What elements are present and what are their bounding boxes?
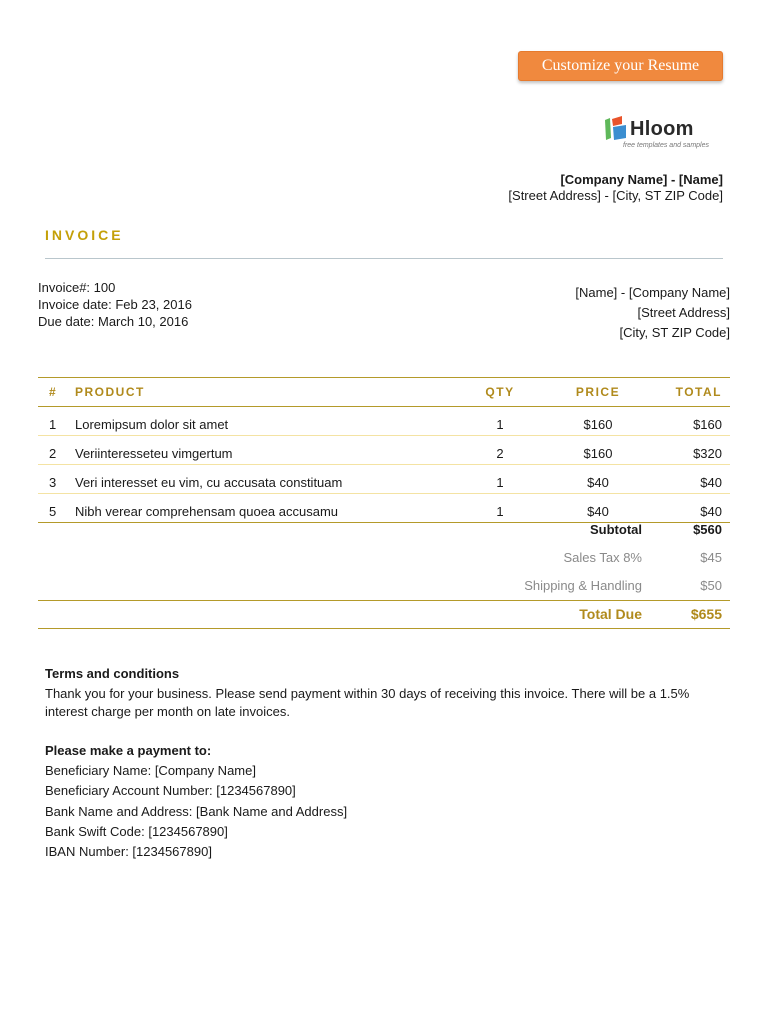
table-header	[38, 377, 730, 407]
row-qty: 1	[496, 504, 504, 519]
payment-details	[45, 761, 347, 862]
header-price: PRICE	[575, 385, 621, 399]
bank-swift-code: Bank Swift Code: [1234567890]	[45, 823, 228, 839]
row-product: Nibh verear comprehensam quoea accusamu	[75, 504, 339, 519]
hloom-logo-icon	[604, 116, 628, 142]
header-total: TOTAL	[675, 385, 722, 399]
invoice-heading: INVOICE	[45, 227, 124, 243]
iban-number: IBAN Number: [1234567890]	[45, 844, 212, 860]
bill-to	[575, 283, 730, 343]
invoice-meta	[38, 279, 192, 330]
header-product: PRODUCT	[75, 385, 145, 399]
row-price: $160	[583, 446, 613, 461]
row-qty: 1	[496, 417, 504, 432]
subtotal-value: $560	[693, 522, 722, 537]
hloom-logo[interactable]	[604, 114, 724, 154]
row-qty: 2	[496, 446, 504, 461]
row-price: $40	[587, 475, 609, 490]
table-row	[38, 407, 730, 436]
total-due-row	[38, 600, 730, 628]
row-num: 5	[49, 504, 57, 519]
sender-company-name: [Company Name] - [Name]	[560, 172, 723, 187]
shipping-row	[38, 572, 730, 600]
terms-text: Thank you for your business. Please send payment within 30 days of receiving this invoice. There will be a 1.5% interest charge per month on late invoices.	[45, 686, 690, 719]
row-num: 1	[49, 417, 57, 432]
tax-label: Sales Tax 8%	[563, 550, 642, 565]
shipping-value: $50	[700, 578, 722, 593]
row-num: 3	[49, 475, 57, 490]
logo-tagline: free templates and samples	[623, 142, 709, 149]
invoice-number: Invoice#: 100	[38, 280, 116, 295]
row-price: $40	[587, 504, 609, 519]
due-date: Due date: March 10, 2016	[38, 314, 189, 329]
shipping-label: Shipping & Handling	[524, 578, 642, 593]
tax-value: $45	[700, 550, 722, 565]
subtotal-row	[38, 516, 730, 544]
row-total: $40	[700, 504, 722, 519]
heading-divider	[45, 258, 723, 259]
header-num: #	[49, 385, 58, 399]
row-product: Loremipsum dolor sit amet	[75, 417, 229, 432]
row-num: 2	[49, 446, 57, 461]
subtotal-label: Subtotal	[590, 522, 642, 537]
bill-to-city: [City, ST ZIP Code]	[619, 325, 730, 340]
total-divider-bottom	[38, 628, 730, 629]
total-due-label: Total Due	[579, 606, 642, 622]
bill-to-street: [Street Address]	[637, 305, 730, 320]
customize-resume-button[interactable]: Customize your Resume	[518, 51, 723, 81]
bank-name-address: Bank Name and Address: [Bank Name and Address]	[45, 803, 348, 819]
row-price: $160	[583, 417, 613, 432]
table-row	[38, 465, 730, 494]
beneficiary-name: Beneficiary Name: [Company Name]	[45, 763, 256, 778]
row-product: Veri interesset eu vim, cu accusata constituam	[75, 475, 343, 490]
bill-to-name: [Name] - [Company Name]	[575, 285, 730, 300]
row-total: $40	[700, 475, 722, 490]
row-qty: 1	[496, 475, 504, 490]
tax-row	[38, 544, 730, 572]
sender-address: [Street Address] - [City, ST ZIP Code]	[508, 188, 723, 203]
payment-title: Please make a payment to:	[45, 743, 212, 758]
table-row	[38, 436, 730, 465]
items-table	[38, 377, 730, 523]
header-qty: QTY	[485, 385, 515, 399]
row-total: $160	[693, 417, 722, 432]
row-total: $320	[693, 446, 722, 461]
terms-title: Terms and conditions	[45, 666, 180, 681]
logo-wordmark: Hloom	[630, 118, 694, 140]
beneficiary-account: Beneficiary Account Number: [1234567890]	[45, 783, 296, 799]
row-product: Veriinteresseteu vimgertum	[75, 446, 233, 461]
total-due-value: $655	[690, 606, 722, 622]
invoice-date: Invoice date: Feb 23, 2016	[38, 297, 192, 312]
